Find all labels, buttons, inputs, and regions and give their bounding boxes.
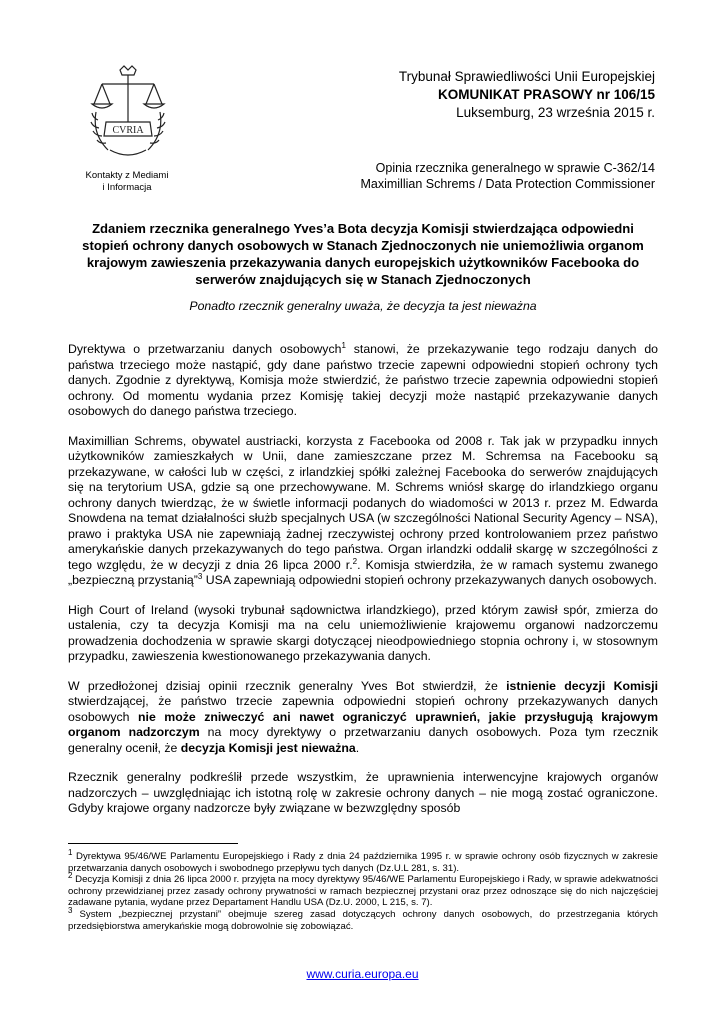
curia-website-link[interactable]: www.curia.europa.eu — [306, 967, 419, 981]
subtitle: Ponadto rzecznik generalny uważa, że decyzja ta jest nieważna — [189, 299, 537, 313]
paragraph-5: Rzecznik generalny podkreślił przede wszystkim, że uprawnienia interwencyjne krajowych organów nadzorczych – uwzględniając ich istotną rolę w zakresie ochrony danych – nie mogą zostać ograniczone. Gdyby krajowe organy nadzorcze były związane w bezwzględny sposób — [68, 770, 658, 815]
paragraph-3: High Court of Ireland (wysoki trybunał sądownictwa irlandzkiego), przed którym zawisł spór, zmierza do ustalenia, czy ta decyzja Komisji ma na celu uniemożliwienie krajowemu organowi nadzorczemu prowadzenia dochodzenia w sprawie skargi dotyczącej nieodpowiedniego stopnia ochrony i, w stosownym przypadku, zawieszenia kwestionowanego przekazywania danych. — [68, 602, 658, 663]
footnote-3: $^3$ System „bezpiecznej przystani” obejmuje szereg zasad dotyczących ochrony danych osobowych, do przestrzegania których przedsiębiorstwa amerykańskie mogą dobrowolnie się zobowiązać. — [68, 905, 658, 932]
press-release-date: Luksemburg, 23 września 2015 r. — [456, 105, 655, 120]
case-line-1: Opinia rzecznika generalnego w sprawie C-362/14 — [375, 161, 655, 175]
paragraph-1: Dyrektywa o przetwarzaniu danych osobowych$^1$ stanowi, że przekazywanie tego rodzaju danych do państwa trzeciego może nastąpić, gdy dane państwo trzecie zapewni odpowiedni stopień ochrony tych danych. Zgodnie z dyrektywą, Komisja może stwierdzić, że państwo trzecie zapewnia odpowiedni stopień ochrony. Od momentu wydania przez Komisję takiej decyzji może nastąpić przekazywanie danych osobowych do danego państwa trzeciego. — [68, 340, 658, 418]
footnote-ref-3: 3 — [197, 571, 203, 581]
institution-name: Trybunał Sprawiedliwości Unii Europejskiej — [398, 69, 655, 84]
paragraph-2: Maximillian Schrems, obywatel austriacki, korzysta z Facebooka od 2008 r. Tak jak w przypadku innych użytkowników zamieszkałych w Unii, dane zamieszczane przez M. Schremsa na Facebooku są przekazywane, w całości lub w części, z irlandzkiej spółki zależnej Facebooka do serwerów znajdujących się na terytorium USA, gdzie są one przechowywane. M. Schrems wniósł skargę do irlandzkiego organu ochrony danych twierdząc, że w świetle informacji podanych do wiadomości w 2013 r. przez M. Edwarda Snowdena na temat działalności służb specjalnych USA (w szczególności National Security Agency – NSA), prawo i praktyka USA nie zapewniają żadnej rzeczywistej ochrony przed kontrolowaniem przez państwo amerykańskie danych przekazywanych do tego państwa. Organ irlandzki oddalił skargę w szczególności z tego względu, że w decyzji z dnia 26 lipca 2000 r.$^2$. Komisja stwierdziła, że w ramach systemu zwanego „bezpieczną przystanią”$^3$ USA zapewniają odpowiedni stopień ochrony przekazywanych danych osobowych. — [68, 433, 659, 587]
footnote-2: $^2$ Decyzja Komisji z dnia 26 lipca 2000 r. przyjęta na mocy dyrektywy 95/46/WE Parlamentu Europejskiego i Rady, w sprawie adekwatności ochrony przewidzianej przez zasady ochrony prywatności w ramach bezpiecznej przystani oraz przez odnoszące się do nich najczęściej zadawane pytania, wydane przez Departament Handlu USA (Dz.U. 2000, L 215, s. 7). — [68, 871, 658, 909]
footnote-divider — [68, 843, 238, 844]
scales-of-justice-icon — [86, 64, 170, 162]
media-contacts-label — [62, 170, 192, 194]
curia-logo — [86, 64, 170, 162]
headline: Zdaniem rzecznika generalnego Yves’a Bota decyzja Komisji stwierdzająca odpowiedni stopień ochrony danych osobowych w Stanach Zjednoczonych nie uniemożliwia organom krajowym zawieszenia przekazywania danych europejskich użytkowników Facebooka do serwerów znajdujących się w Stanach Zjednoczonych — [82, 221, 644, 287]
paragraph-4: W przedłożonej dzisiaj opinii rzecznik generalny Yves Bot stwierdził, że istnienie decyzji Komisji stwierdzającej, że państwo trzecie zapewnia odpowiedni stopień ochrony przekazywanych danych osobowych nie może zniweczyć ani nawet ograniczyć uprawnień, jakie przysługują krajowym organom nadzorczym na mocy dyrektywy o przetwarzaniu danych osobowych. Poza tym rzecznik generalny ocenił, że decyzja Komisji jest nieważna. — [68, 678, 659, 755]
article-body — [68, 342, 658, 817]
contacts-line-2: i Informacja — [102, 182, 152, 193]
case-reference — [360, 160, 655, 192]
logo-text: CVRIA — [112, 125, 144, 136]
case-line-2: Maximillian Schrems / Data Protection Commissioner — [360, 177, 655, 191]
footnotes — [68, 847, 658, 932]
contacts-line-1: Kontakty z Mediami — [85, 170, 169, 181]
press-header — [399, 68, 655, 122]
footnote-ref-1: 1 — [341, 340, 346, 350]
footnote-ref-2: 2 — [352, 556, 358, 566]
footnote-1: $^1$ Dyrektywa 95/46/WE Parlamentu Europejskiego i Rady z dnia 24 października 1995 r. w sprawie ochrony osób fizycznych w zakresie przetwarzania danych osobowych i swobodnego przepływu tych danych (Dz.U.L 281, s. 31). — [68, 847, 658, 874]
press-release-number: KOMUNIKAT PRASOWY nr 106/15 — [437, 87, 655, 102]
